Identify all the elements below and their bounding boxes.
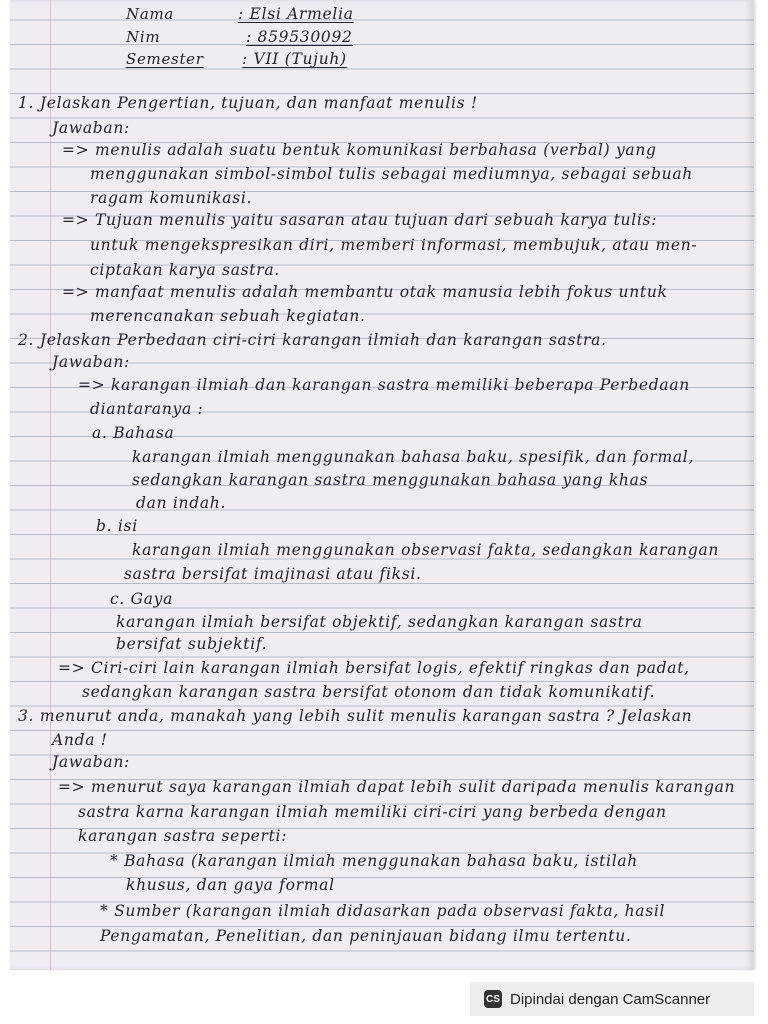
semester-value: : VII (Tujuh) [242,50,347,68]
camscanner-badge [470,982,754,1016]
nama-value: : Elsi Armelia [238,5,354,23]
camscanner-logo-icon: CS [484,990,502,1008]
question-3-cont: Anda ! [52,731,108,749]
answer-line: c. Gaya [110,590,174,608]
answer-line: => menurut saya karangan ilmiah dapat lebih sulit daripada menulis karangan [58,778,736,796]
answer-label: Jawaban: [52,753,130,771]
answer-line: => karangan ilmiah dan karangan sastra memiliki beberapa Perbedaan [78,376,690,394]
answer-label: Jawaban: [52,353,130,371]
answer-line: * Sumber (karangan ilmiah didasarkan pada observasi fakta, hasil [100,902,666,920]
answer-line: => manfaat menulis adalah membantu otak manusia lebih fokus untuk [62,283,668,301]
answer-line: sastra karna karangan ilmiah memiliki ciri-ciri yang berbeda dengan [78,803,667,821]
nama-label: Nama [126,5,175,23]
answer-line: * Bahasa (karangan ilmiah menggunakan bahasa baku, istilah [110,852,638,870]
answer-line: => Tujuan menulis yaitu sasaran atau tujuan dari sebuah karya tulis: [62,211,658,229]
nim-label: Nim [126,28,161,46]
answer-line: a. Bahasa [92,424,175,442]
answer-line: untuk mengekspresikan diri, memberi informasi, membujuk, atau men- [90,236,698,254]
notebook-page [10,0,754,970]
answer-line: karangan ilmiah menggunakan bahasa baku, spesifik, dan formal, [132,448,695,466]
answer-line: sedangkan karangan sastra bersifat otonom dan tidak komunikatif. [82,683,656,701]
answer-line: khusus, dan gaya formal [126,876,335,894]
answer-line: sedangkan karangan sastra menggunakan bahasa yang khas [132,471,649,489]
question-3: 3. menurut anda, manakah yang lebih sulit menulis karangan sastra ? Jelaskan [18,707,693,725]
answer-line: ciptakan karya sastra. [90,261,280,279]
answer-line: karangan sastra seperti: [78,827,288,845]
answer-line: bersifat subjektif. [116,635,268,653]
nim-value: : 859530092 [246,28,353,46]
answer-line: menggunakan simbol-simbol tulis sebagai mediumnya, sebagai sebuah [90,165,693,183]
answer-line: => menulis adalah suatu bentuk komunikasi berbahasa (verbal) yang [62,141,657,159]
answer-line: sastra bersifat imajinasi atau fiksi. [124,565,422,583]
answer-line: karangan ilmiah bersifat objektif, sedangkan karangan sastra [116,613,643,631]
answer-line: karangan ilmiah menggunakan observasi fakta, sedangkan karangan [132,541,720,559]
answer-line: merencanakan sebuah kegiatan. [90,307,366,325]
answer-line: diantaranya : [90,400,204,418]
margin-line [50,0,51,970]
answer-line: => Ciri-ciri lain karangan ilmiah bersifat logis, efektif ringkas dan padat, [58,659,690,677]
question-2: 2. Jelaskan Perbedaan ciri-ciri karangan ilmiah dan karangan sastra. [18,331,607,349]
camscanner-label: Dipindai dengan CamScanner [510,990,711,1008]
answer-line: Pengamatan, Penelitian, dan peninjauan bidang ilmu tertentu. [100,927,632,945]
answer-line: dan indah. [136,494,227,512]
question-1: 1. Jelaskan Pengertian, tujuan, dan manfaat menulis ! [18,94,478,112]
answer-label: Jawaban: [52,119,130,137]
answer-line: ragam komunikasi. [90,189,253,207]
semester-label: Semester [126,50,204,68]
answer-line: b. isi [96,517,138,535]
